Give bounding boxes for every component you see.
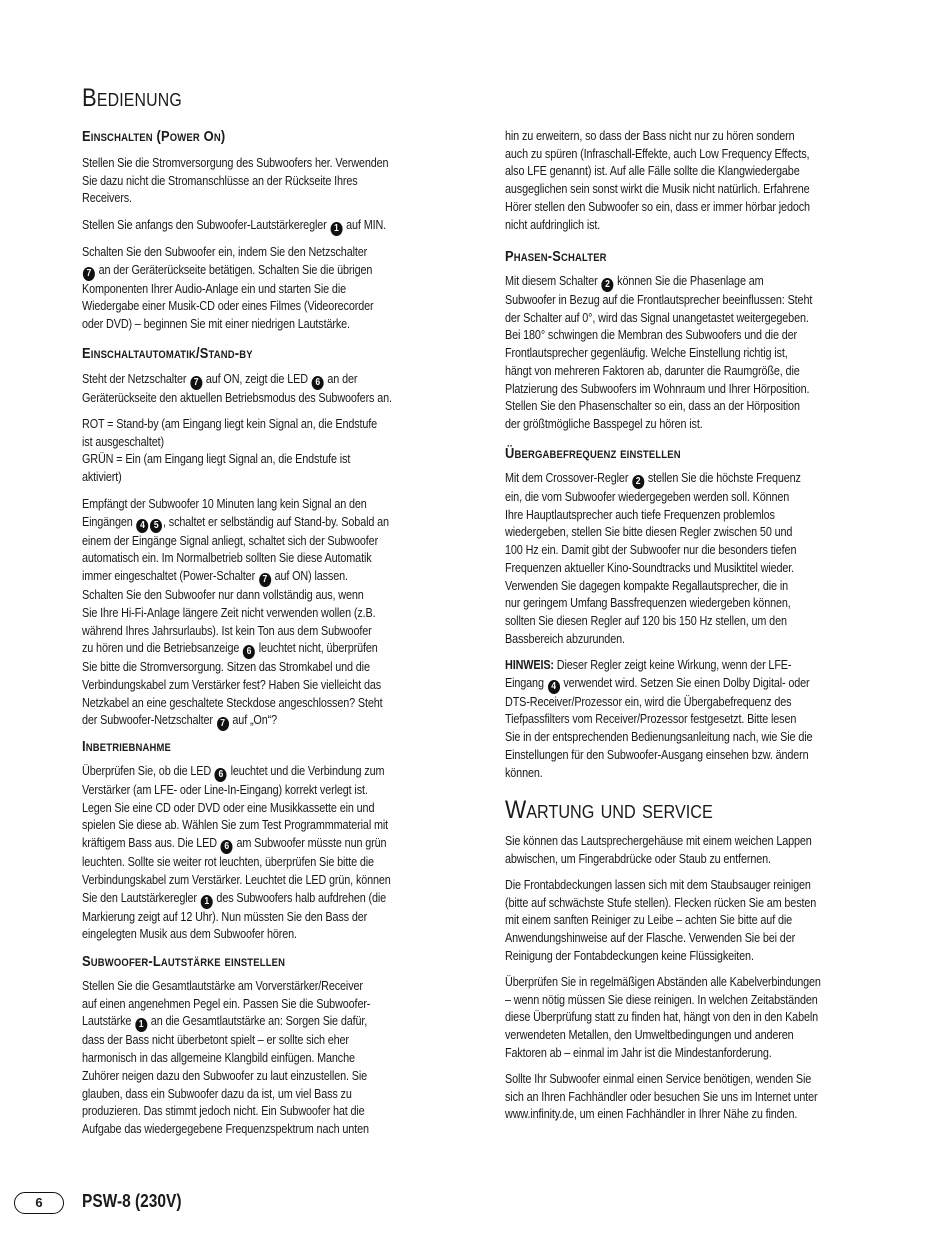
paragraph: ROT = Stand-by (am Eingang liegt kein Signal an, die Endstufe ist ausgeschaltet) GRÜN = Ein (am Eingang liegt Signal an, die Endstufe ist aktiviert) — [82, 417, 378, 485]
section-crossover — [505, 445, 709, 462]
model-name: PSW-8 (230V) — [82, 1191, 182, 1211]
paragraph: Sie können das Lautsprechergehäuse mit einem weichen Lappen abwischen, um Fingerabdrücke oder Staub zu entfernen. — [505, 834, 812, 866]
paragraph: Mit dem Crossover-Regler 2 stellen Sie die höchste Frequenz ein, die vom Subwoofer wiedergegeben werden soll. Können Ihre Hauptlautsprecher auch tiefe Frequenzen problemlos wiedergeben, stellen Sie bitte diesen Regler zwischen 50 und 100 Hz ein. Damit gibt der Subwoofer nur die besonders tiefen Frequenzen aktueller Kino-Soundtracks und Musiktitel wieder. Verwenden Sie dagegen kompakte Regallautsprecher, die in nur geringem Umfang Bassfrequenzen wiedergeben können, sollten Sie diesen Regler auf 120 bis 150 Hz stellen, um den Bassbereich abzurunden. — [505, 471, 801, 646]
control-number-icon: 1 — [330, 222, 342, 236]
control-number-icon: 7 — [259, 573, 271, 587]
control-number-icon: 7 — [217, 717, 229, 731]
control-number-icon: 7 — [190, 376, 202, 390]
control-number-icon: 5 — [150, 519, 162, 533]
note-label: HINWEIS: — [505, 658, 554, 672]
section-einschalten — [82, 128, 249, 145]
paragraph: Steht der Netzschalter 7 auf ON, zeigt die LED 6 an der Geräterückseite den aktuellen Betriebsmodus des Subwoofers an. — [82, 372, 392, 405]
control-number-icon: 2 — [601, 278, 613, 292]
control-number-icon: 4 — [136, 519, 148, 533]
paragraph: Stellen Sie die Gesamtlautstärke am Vorverstärker/Receiver auf einen angenehmen Pegel ein. Passen Sie die Subwoofer- Lautstärke 1 an die Gesamtlautstärke an: Sorgen Sie dafür, dass der Bass nicht überbetont spielt – er sollte sich eher harmonisch in das allgemeine Klangbild einfügen. Manche Zuhörer neigen dazu den Subwoofer zu laut einzustellen. Sie glauben, dass ein Subwoofer dazu da ist, um viel Bass zu produzieren. Das stimmt jedoch nicht. Ein Subwoofer hat die Aufgabe das wiedergegebene Frequenzspektrum nach unten — [82, 979, 371, 1136]
control-number-icon: 7 — [83, 267, 95, 281]
control-number-icon: 1 — [135, 1018, 147, 1032]
paragraph: hin zu erweitern, so dass der Bass nicht nur zu hören sondern auch zu spüren (Infraschall-Effekte, auch Low Frequency Effects, also LFE genannt) ist. Auf alle Fälle sollte die Klangwiedergabe ausgeglichen sein sonst wirkt die Musik nicht natürlich. Erfahrene Hörer stellen den Subwoofer so ein, dass er immer hörbar jedoch nicht aufdringlich ist. — [505, 129, 810, 232]
paragraph: Stellen Sie die Stromversorgung des Subwoofers her. Verwenden Sie dazu nicht die Stromanschlüsse an der Rückseite Ihres Receivers. — [82, 156, 389, 206]
section-heading: Einschaltautomatik/Stand-by — [82, 345, 253, 362]
control-number-icon: 6 — [243, 645, 255, 659]
paragraph: Stellen Sie anfangs den Subwoofer-Lautstärkeregler 1 auf MIN. — [82, 218, 387, 234]
page-number: 6 — [14, 1192, 64, 1214]
section-heading: Einschalten (Power On) — [82, 128, 226, 145]
paragraph: Überprüfen Sie, ob die LED 6 leuchtet und die Verbindung zum Verstärker (am LFE- oder Line-In-Eingang) korrekt verlegt ist. Legen Sie eine CD oder DVD oder eine Musikkassette ein und spielen Sie diese ab. Wählen Sie zum Test Programmmaterial mit kräftigem Bass aus. Die LED 6 am Subwoofer müsste nun grün leuchten. Sollte sie weiter rot leuchten, überprüfen Sie bitte die Verbindungskabel zum Verstärker. Leuchtet die LED grün, können Sie den Lautstärkeregler 1 des Subwoofers halb aufdrehen (die Markierung zeigt auf 12 Uhr). Nun müssten Sie den Bass der eingelegten Musik aus dem Subwoofer hören. — [82, 764, 391, 942]
paragraph: Die Frontabdeckungen lassen sich mit dem Staubsauger reinigen (bitte auf schwächste Stufe stellen). Flecken rücken Sie am besten mit einem sanften Reiniger zu Leibe – achten Sie bitte auf die Anwendungshinweise auf der Flasche. Verwenden Sie bei der Reinigung der Fontabdeckungen keine Flüssigkeiten. — [505, 878, 817, 963]
control-number-icon: 1 — [201, 895, 213, 909]
control-number-icon: 6 — [312, 376, 324, 390]
paragraph: Schalten Sie den Subwoofer ein, indem Sie den Netzschalter 7 an der Geräterückseite betätigen. Schalten Sie die übrigen Komponenten Ihrer Audio-Anlage ein und starten Sie die Wiedergabe einer Musik-CD oder eines Filmes (Videorecorder oder DVD) – beginnen Sie mit einer niedrigen Lautstärke. — [82, 245, 374, 332]
control-number-icon: 4 — [548, 680, 560, 694]
section-standby — [82, 345, 281, 362]
section-heading: Übergabefrequenz einstellen — [505, 445, 681, 462]
paragraph: Sollte Ihr Subwoofer einmal einen Service benötigen, wenden Sie sich an Ihren Fachhändler oder besuchen Sie uns im Internet unter www.infinity.de, um einen Fachhändler in Ihrer Nähe zu finden. — [505, 1072, 818, 1122]
page-title: Bedienung — [82, 84, 182, 112]
control-number-icon: 2 — [632, 475, 644, 489]
paragraph: Empfängt der Subwoofer 10 Minuten lang kein Signal an den Eingängen 4 5 , schaltet er selbständig auf Stand-by. Sobald an einem der Eingänge Signal anliegt, schaltet sich der Subwoofer automatisch ein. Im Normalbetrieb sollten Sie diese Automatik immer eingeschaltet (Power-Schalter 7 auf ON) lassen. Schalten Sie den Subwoofer nur dann vollständig aus, wenn Sie Ihre Hi-Fi-Anlage längere Zeit nicht verwenden wollen (z.B. während Ihres Jahrsurlaubs). Ist kein Ton aus dem Subwoofer zu hören und die Betriebsanzeige 6 leuchtet nicht, überprüfen Sie bitte die Stromversorgung. Sitzen das Stromkabel und die Verbindungskabel zum Verstärker fest? Haben Sie vielleicht das Netzkabel an eine geschaltete Steckdose angeschlossen? Steht der Subwoofer-Netzschalter 7 auf „On“? — [82, 497, 389, 730]
control-number-icon: 6 — [221, 840, 233, 854]
control-number-icon: 6 — [215, 768, 227, 782]
section-phase — [505, 248, 623, 265]
note-paragraph: HINWEIS: Dieser Regler zeigt keine Wirkung, wenn der LFE- Eingang 4 verwendet wird. Setzen Sie einen Dolby Digital- oder DTS-Receiver/Prozessor ein, wird die Übergabefrequenz des Tiefpassfilters vom Receiver/Prozessor festgesetzt. Bitte lesen Sie in der entsprechenden Bedienungsanleitung nach, wie Sie die Einstellungen für den Subwoofer-Ausgang einsehen bzw. ändern können. — [505, 658, 813, 780]
section-lautstaerke — [82, 953, 318, 970]
section-heading: Phasen-Schalter — [505, 248, 607, 265]
paragraph: Mit diesem Schalter 2 können Sie die Phasenlage am Subwoofer in Bezug auf die Frontlautsprecher beeinflussen: Steht der Schalter auf 0°, wird das Signal unangetastet weitergegeben. Bei 180° schwingen die Membran des Subwoofers und die der Frontlautsprecher gegenläufig. Welche Einstellung richtig ist, hängt von mehreren Faktoren ab, darunter die Raumgröße, die Platzierung des Subwoofers im Wohnraum und Ihrer Hörposition. Stellen Sie den Phasenschalter so ein, dass an der Hörposition der größtmögliche Basspegel zu hören ist. — [505, 274, 813, 431]
section-inbetriebnahme — [82, 738, 186, 755]
paragraph: Überprüfen Sie in regelmäßigen Abständen alle Kabelverbindungen – wenn nötig müssen Sie diese reinigen. In welchen Zeitabständen diese Überprüfung statt zu finden hat, hängt von den in den Kabeln verwendeten Metallen, den Umweltbedingungen und anderen Faktoren ab – einmal im Jahr ist die Mindestanforderung. — [505, 975, 821, 1060]
section-heading: Subwoofer-Lautstärke einstellen — [82, 953, 286, 970]
section-title-wartung: Wartung und service — [505, 796, 713, 824]
section-heading: Inbetriebnahme — [82, 738, 172, 755]
